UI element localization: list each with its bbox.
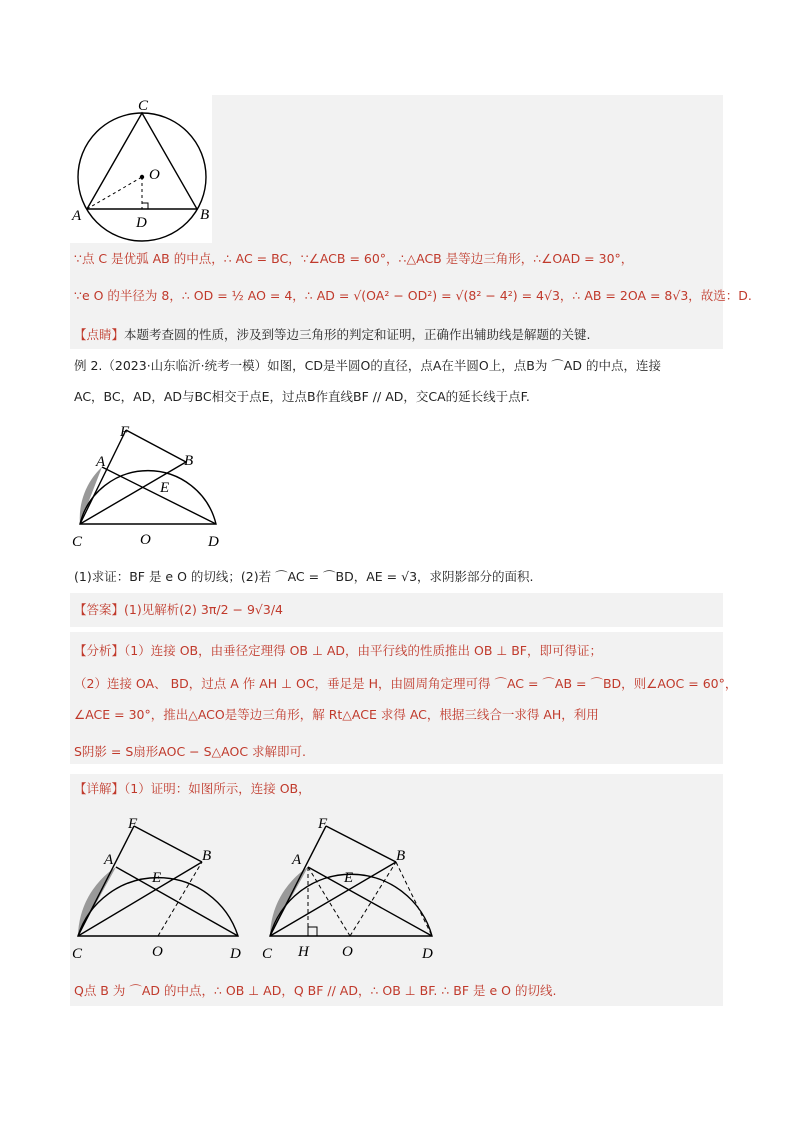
label-D: D xyxy=(208,534,219,550)
detail-line xyxy=(74,780,311,798)
proof-line: Q点 B 为 ⌒AD 的中点，∴ OB ⊥ AD，Q BF // AD，∴ OB ⊥ BF. ∴ BF 是 e O 的切线. xyxy=(74,983,557,998)
comment-text: 本题考查圆的性质，涉及到等边三角形的判定和证明，正确作出辅助线是解题的关键. xyxy=(124,327,591,342)
label-C: C xyxy=(138,98,149,114)
label-A: A xyxy=(72,208,82,224)
label-D: D xyxy=(136,215,147,231)
label-F: F xyxy=(318,816,328,832)
figure-proof-1 xyxy=(70,812,250,967)
figure-circle-triangle xyxy=(70,95,212,243)
label-O: O xyxy=(149,167,160,183)
figure-semicircle xyxy=(68,420,228,552)
analysis-text-1: （1）连接 OB，由垂径定理得 OB ⊥ AD，由平行线的性质推出 OB ⊥ BF，即可得证； xyxy=(124,643,602,658)
answer-text: (1)见解析(2) 3π/2 − 9√3/4 xyxy=(124,602,284,617)
label-C: C xyxy=(72,534,83,550)
example2-line-2: AC，BC，AD，AD与BC相交于点E，过点B作直线BF // AD，交CA的延长线于点F. xyxy=(74,389,530,404)
label-B: B xyxy=(200,207,210,223)
label-O: O xyxy=(152,944,163,960)
label-A: A xyxy=(96,454,106,470)
label-B: B xyxy=(184,453,194,469)
solution-line-2: ∵e O 的半径为 8，∴ OD = ½ AO = 4，∴ AD = √(OA² − OD²) = √(8² − 4²) = 4√3，∴ AB = 2OA = 8√3，故选：D. xyxy=(74,288,752,303)
detail-tag: 【详解】 xyxy=(74,781,125,796)
label-F: F xyxy=(128,816,138,832)
analysis-line-2: （2）连接 OA、 BD，过点 A 作 AH ⊥ OC，垂足是 H，由圆周角定理可得 ⌒AC = ⌒AB = ⌒BD，则∠AOC = 60°， xyxy=(74,676,738,691)
analysis-line-1 xyxy=(74,642,602,660)
answer-tag: 【答案】 xyxy=(74,602,125,617)
label-C: C xyxy=(262,946,273,962)
analysis-line-3: ∠ACE = 30°，推出△ACO是等边三角形，解 Rt△ACE 求得 AC，根据三线合一求得 AH，利用 xyxy=(74,707,599,722)
label-A: A xyxy=(104,852,114,868)
figure-proof-2 xyxy=(262,812,442,967)
label-H: H xyxy=(298,944,309,960)
comment-line xyxy=(74,326,591,344)
detail-text: （1）证明：如图所示，连接 OB， xyxy=(124,781,311,796)
label-D: D xyxy=(422,946,433,962)
label-B: B xyxy=(202,848,212,864)
label-E: E xyxy=(344,870,354,886)
label-C: C xyxy=(72,946,83,962)
label-E: E xyxy=(160,480,170,496)
label-O: O xyxy=(342,944,353,960)
question-line: (1)求证：BF 是 e O 的切线；(2)若 ⌒AC = ⌒BD，AE = √3，求阴影部分的面积. xyxy=(74,569,534,584)
comment-tag: 【点睛】 xyxy=(74,327,125,342)
label-D: D xyxy=(230,946,241,962)
label-A: A xyxy=(292,852,302,868)
analysis-tag: 【分析】 xyxy=(74,643,125,658)
answer-line xyxy=(74,601,283,619)
label-E: E xyxy=(152,870,162,886)
solution-line-1: ∵点 C 是优弧 AB 的中点，∴ AC = BC，∵∠ACB = 60°，∴△ACB 是等边三角形，∴∠OAD = 30°， xyxy=(74,251,634,266)
example2-line-1: 例 2.（2023·山东临沂·统考一模）如图，CD是半圆O的直径，点A在半圆O上，点B为 ⌒AD 的中点，连接 xyxy=(74,358,661,373)
analysis-line-4: S阴影 = S扇形AOC − S△AOC 求解即可. xyxy=(74,744,307,759)
label-B: B xyxy=(396,848,406,864)
label-O: O xyxy=(140,532,151,548)
label-F: F xyxy=(120,424,130,440)
